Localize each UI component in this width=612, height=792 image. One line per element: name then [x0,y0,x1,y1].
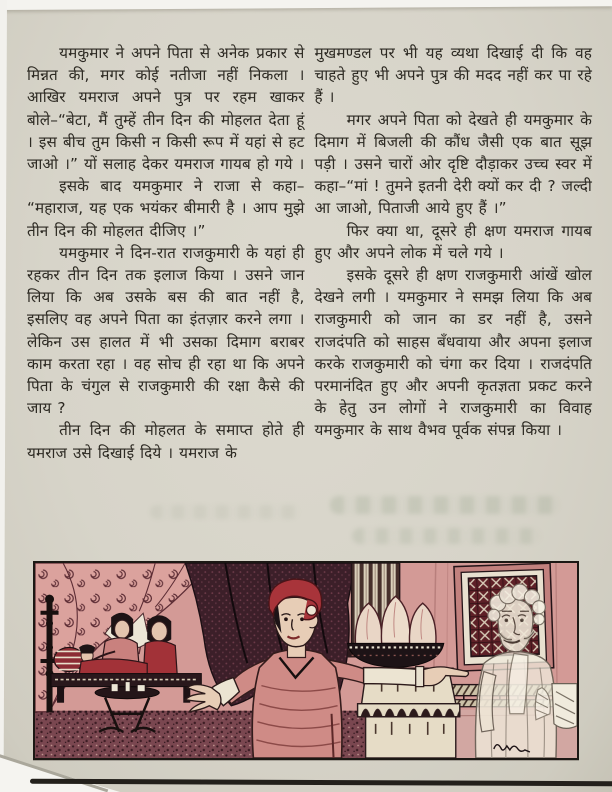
railing-cloth [552,684,577,729]
paragraph: फिर क्या था, दूसरे ही क्षण यमराज गायब हुए और अपने लोक में चले गये । [314,221,592,262]
show-through-smudge [330,496,560,514]
page-left-edge [0,0,7,792]
paragraph: इसके दूसरे ही क्षण राजकुमारी आंखें खोल देखने लगी । यमकुमार ने समझ लिया कि अब राजकुमारी को जान का डर नहीं है, उसने राजदंपति को साहस बँधवाया और अपना इलाज करके राजकुमारी को चंगा कर दिया । राजदंपति परमानंदित हुए और अपनी कृतज्ञता प्रकट करने के हेतु उन लोगों ने राजकुमारी का विवाह यमकुमार के साथ वैभव पूर्वक संपन्न किया । [314,266,592,440]
body-text [27,42,592,464]
page-top-edge [0,0,612,10]
paragraph: यमकुमार ने अपने पिता से अनेक प्रकार से मिन्नत की, मगर कोई नतीजा नहीं निकला । आखिर यमराज अपने पुत्र पर रहम खाकर बोले–“बेटा, मैं तुम्हें तीन दिन की मोहलत देता हूं । इस बीच तुम किसी न किसी रूप में यहां से हट जाओ ।” यों सलाह देकर यमराज गायब हो गये । [27,44,305,174]
show-through-smudge [352,528,542,544]
text-column-left [27,42,305,464]
paragraph-continuation: मुखमण्डल पर भी यह व्यथा दिखाई दी कि वह चाहते हुए भी अपने पुत्र की मदद नहीं कर पा रहे हैं । [314,44,592,107]
paragraph: यमकुमार ने दिन-रात राजकुमारी के यहां ही रहकर तीन दिन तक इलाज किया । उसने जान लिया कि अब उसके बस की बात नहीं है, इसलिए वह अपने पिता का इंतज़ार करने लगा । लेकिन उस हालत में भी उसका दिमाग बराबर काम करता रहा । वह सोच ही रहा था कि अपने पिता के चंगुल से राजकुमारी की रक्षा कैसे की जाय ? [27,243,305,418]
story-illustration [33,561,579,760]
text-column-right [315,42,593,464]
show-through-smudge [150,505,300,519]
urn-flames [355,596,436,645]
paragraph: मगर अपने पिता को देखते ही यमकुमार के दिमाग में बिजली की कौंध जैसी एक बात सूझ पड़ी । उसने चारों ओर दृष्टि दौड़ाकर उच्च स्वर में कहा–“मां ! तुमने इतनी देरी क्यों कर दी ? जल्दी आ जाओ, पिताजी आये हुए हैं ।” [314,110,592,218]
paragraph: तीन दिन की मोहलत के समाप्त होते ही यमराज उसे दिखाई दिये । यमराज के [27,421,305,462]
illustration-canvas [35,563,577,758]
page-bottom-edge [30,779,612,787]
paragraph: इसके बाद यमकुमार ने राजा से कहा– “महाराज, यह एक भयंकर बीमारी है । आप मुझे तीन दिन की मोहलत दीजिए ।” [27,177,305,240]
